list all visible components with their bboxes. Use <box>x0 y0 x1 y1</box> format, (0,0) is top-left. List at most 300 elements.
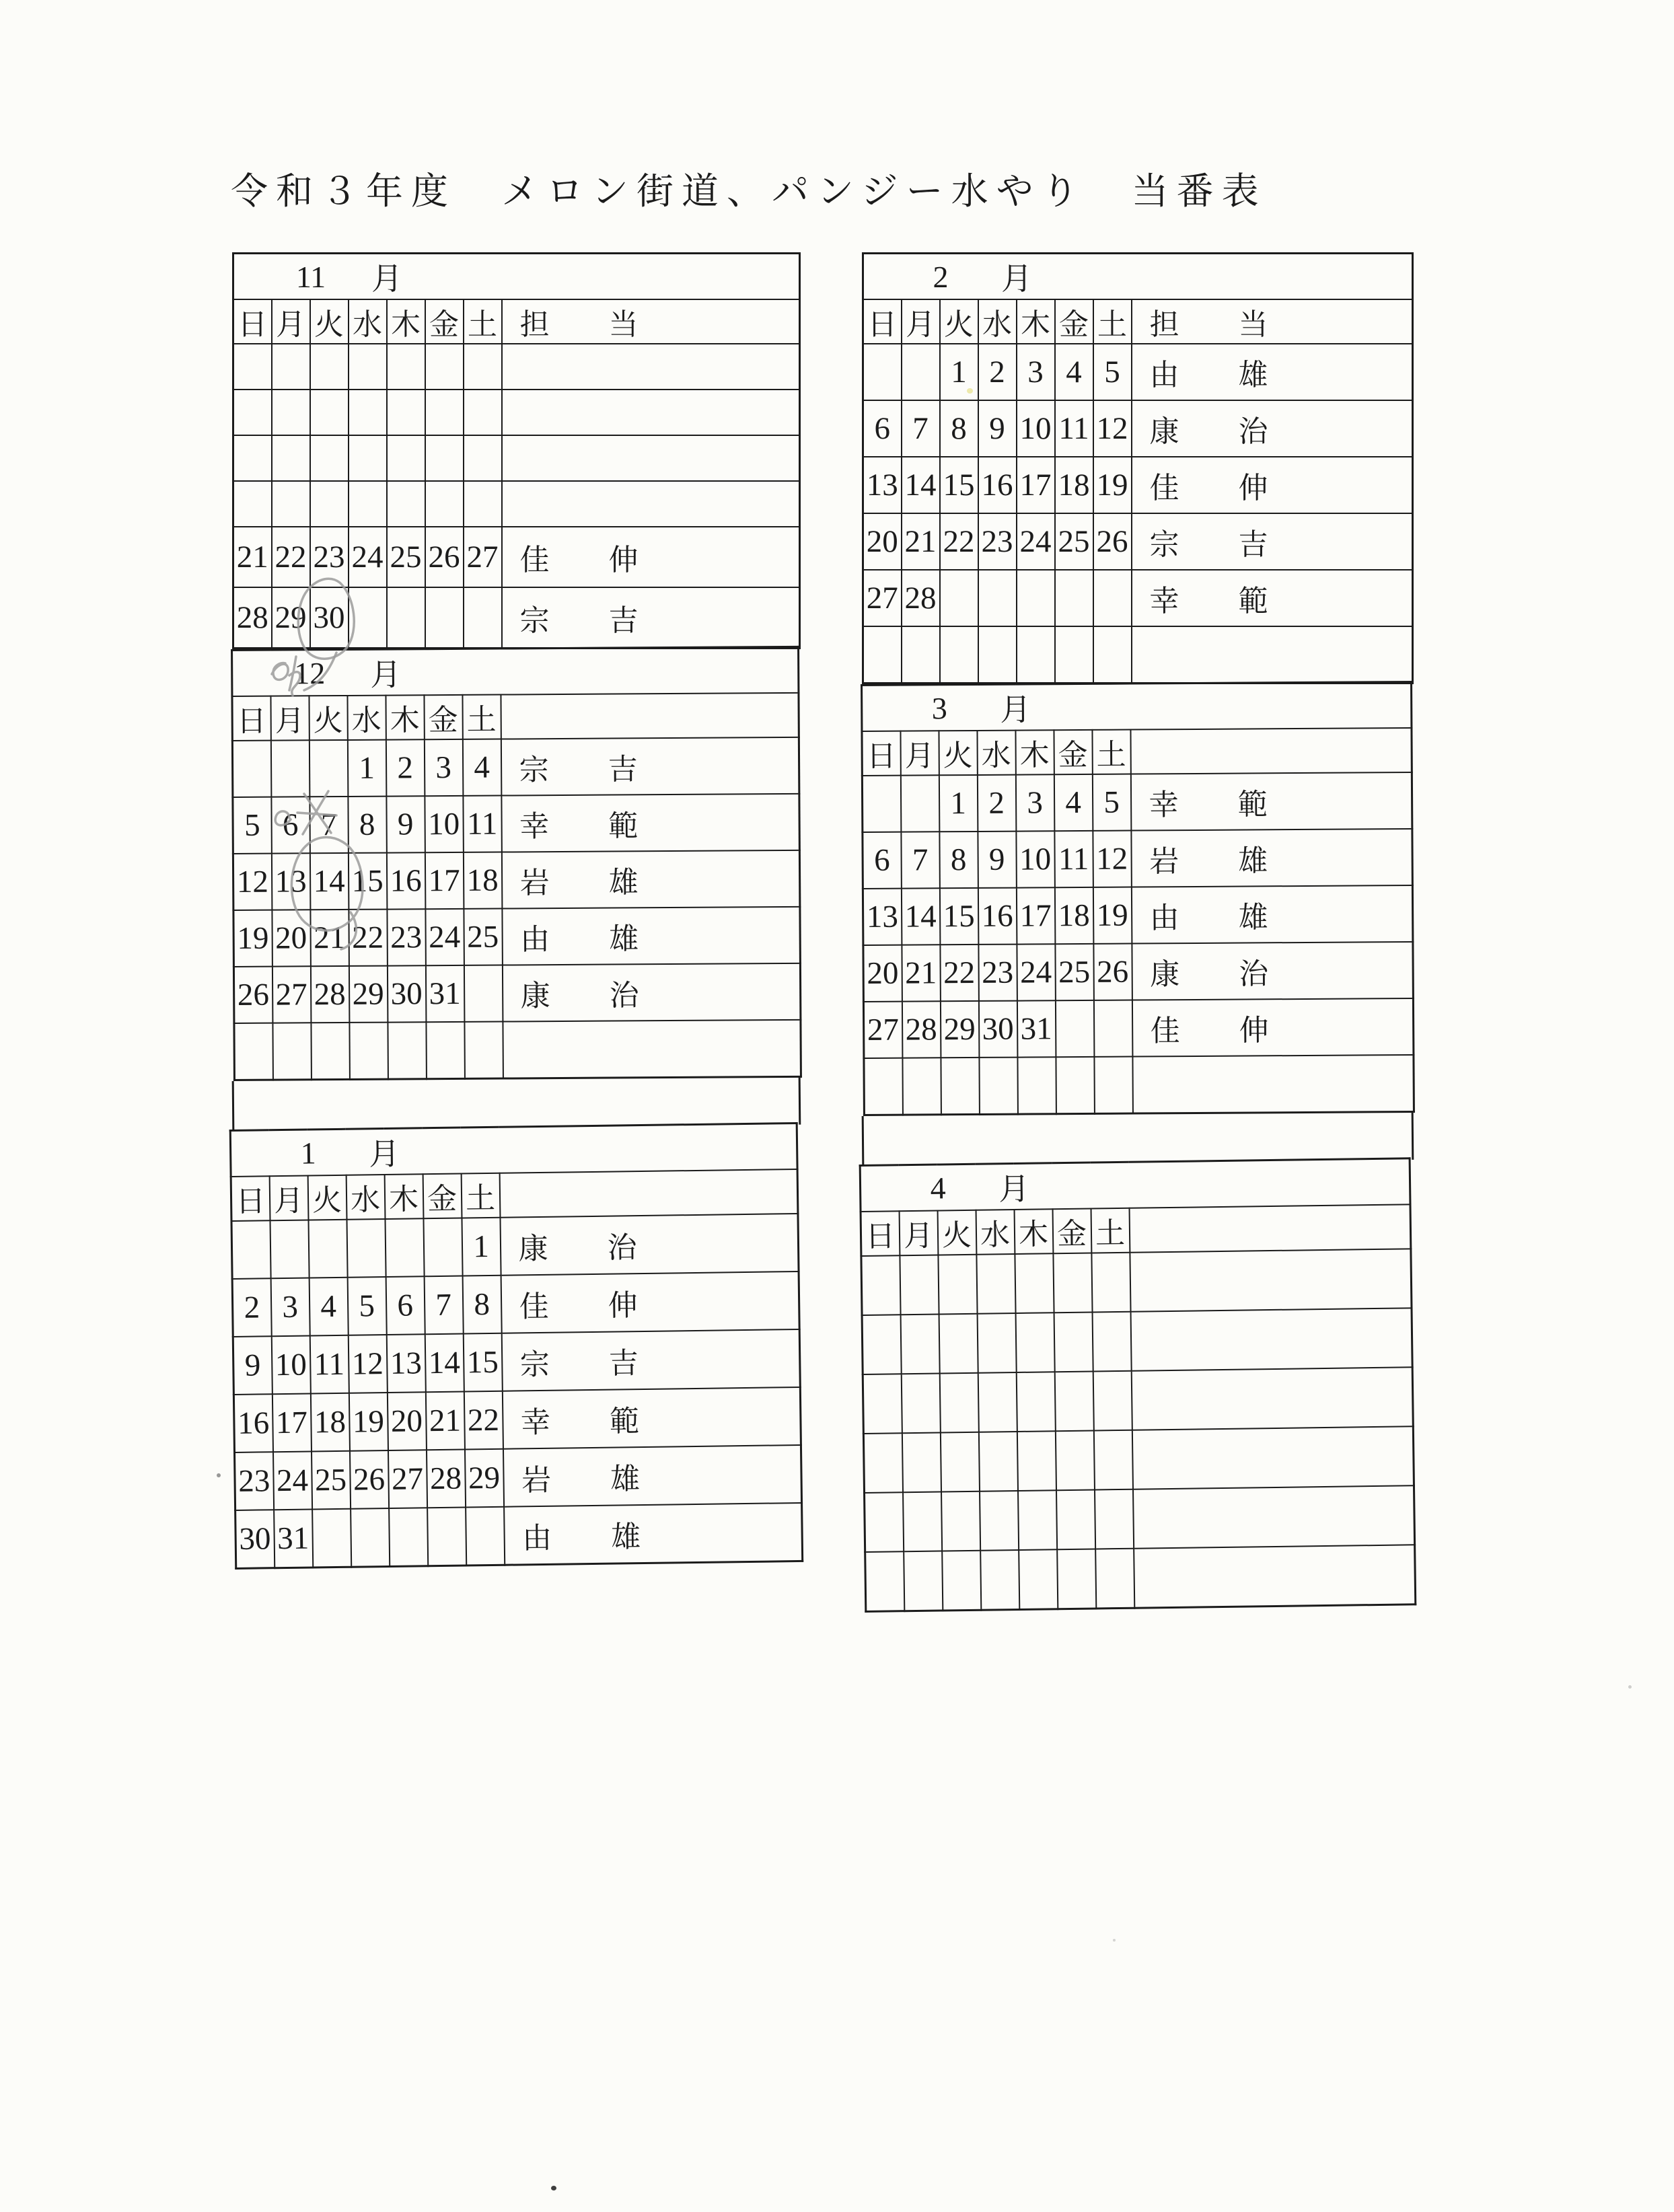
day-cell: 1 <box>939 775 978 832</box>
month-suffix: 月 <box>368 1136 400 1172</box>
duty-name-cell: 宗吉 <box>501 737 799 796</box>
week-row <box>863 1367 1413 1434</box>
day-cell: 26 <box>1093 513 1132 570</box>
weekday-header-cell: 水 <box>346 1175 385 1220</box>
week-row <box>231 1214 799 1279</box>
day-cell <box>976 1254 1015 1314</box>
week-row <box>863 1426 1414 1493</box>
day-cell: 3 <box>1017 344 1055 400</box>
weekday-header-cell: 月 <box>902 299 940 344</box>
week-row <box>233 1387 801 1452</box>
day-cell: 23 <box>387 909 426 965</box>
day-cell <box>941 1058 980 1115</box>
weekday-header-cell: 火 <box>937 1210 976 1255</box>
day-cell: 2 <box>977 775 1016 832</box>
weekday-header-cell: 水 <box>349 299 387 344</box>
duty-name-cell <box>1132 1426 1414 1489</box>
day-cell <box>425 435 464 481</box>
day-cell <box>385 1218 424 1277</box>
day-cell: 20 <box>272 910 311 966</box>
day-cell: 15 <box>463 1333 502 1392</box>
day-cell: 1 <box>462 1218 501 1276</box>
duty-name-cell: 康治 <box>1132 400 1413 457</box>
day-cell <box>1056 1489 1095 1549</box>
day-cell: 21 <box>425 1391 464 1450</box>
day-cell <box>232 741 271 797</box>
day-cell <box>1094 1489 1133 1549</box>
paper-speck <box>217 1473 221 1477</box>
day-cell: 28 <box>310 966 349 1023</box>
day-cell <box>1019 1549 1058 1609</box>
day-cell <box>901 1373 940 1433</box>
weekday-header-cell: 土 <box>464 299 502 344</box>
duty-header-cell: 担当 <box>502 299 800 344</box>
day-cell <box>347 1219 386 1278</box>
month-suffix: 月 <box>998 1171 1030 1207</box>
weekday-header-cell: 木 <box>387 299 425 344</box>
weekday-header-row <box>861 1204 1411 1256</box>
month-number: 12 <box>294 655 326 690</box>
day-cell <box>863 344 902 400</box>
day-cell: 28 <box>233 587 272 649</box>
day-cell <box>900 1255 939 1315</box>
week-row <box>861 1249 1412 1315</box>
day-cell <box>349 390 387 435</box>
day-cell: 27 <box>863 570 902 626</box>
day-cell: 29 <box>349 966 388 1023</box>
day-cell: 16 <box>978 888 1017 945</box>
day-cell <box>1015 1313 1054 1372</box>
day-cell: 13 <box>386 1334 425 1393</box>
day-cell: 10 <box>271 1335 310 1394</box>
weekday-header-cell: 火 <box>939 731 977 775</box>
day-cell <box>423 1218 462 1277</box>
day-cell <box>426 1022 465 1079</box>
day-cell: 5 <box>1092 774 1131 831</box>
day-cell: 27 <box>863 1002 902 1058</box>
day-cell <box>387 435 425 481</box>
day-cell: 7 <box>902 400 940 457</box>
day-cell <box>1053 1253 1092 1313</box>
day-cell: 8 <box>940 400 978 457</box>
week-row <box>233 344 800 390</box>
week-row <box>233 481 800 527</box>
day-cell <box>310 390 349 435</box>
day-cell: 24 <box>1017 513 1055 570</box>
day-cell: 31 <box>274 1509 313 1568</box>
day-cell <box>939 1373 978 1433</box>
month-table-12 <box>231 646 802 1081</box>
week-row <box>863 626 1413 684</box>
day-cell: 25 <box>387 527 425 587</box>
day-cell <box>387 390 425 435</box>
day-cell <box>1015 1253 1054 1313</box>
month-number: 2 <box>933 259 949 294</box>
day-cell: 7 <box>310 797 349 853</box>
day-cell: 8 <box>348 797 387 853</box>
duty-name-cell: 佳伸 <box>1132 457 1413 513</box>
weekday-header-cell: 水 <box>976 1210 1015 1255</box>
week-row <box>234 1020 801 1080</box>
duty-header-cell: 担当 <box>1132 299 1413 344</box>
day-cell <box>464 390 502 435</box>
weekday-header-cell: 土 <box>1091 1208 1130 1253</box>
day-cell: 10 <box>1016 831 1055 887</box>
month-title-row <box>863 254 1413 300</box>
paper-speck <box>1628 1685 1632 1689</box>
weekday-header-cell: 土 <box>461 1173 500 1218</box>
day-cell: 25 <box>1055 513 1093 570</box>
day-cell: 21 <box>310 910 349 966</box>
day-cell: 26 <box>425 527 464 587</box>
paper-speck <box>1113 1939 1116 1942</box>
day-cell <box>388 1022 427 1079</box>
duty-name-cell: 岩雄 <box>1131 829 1413 887</box>
day-cell <box>464 481 502 527</box>
day-cell: 24 <box>349 527 387 587</box>
day-cell <box>464 965 503 1022</box>
day-cell <box>863 626 902 684</box>
day-cell <box>904 1551 943 1611</box>
day-cell <box>272 435 310 481</box>
day-cell: 9 <box>386 796 425 852</box>
week-row <box>865 1485 1415 1552</box>
day-cell <box>349 435 387 481</box>
duty-name-cell <box>1131 1367 1413 1430</box>
day-cell <box>979 1058 1018 1115</box>
day-cell <box>312 1509 351 1568</box>
week-row <box>233 963 800 1023</box>
day-cell: 11 <box>1055 400 1093 457</box>
day-cell: 26 <box>349 1450 388 1509</box>
duty-header-cell <box>501 693 799 739</box>
day-cell: 26 <box>233 967 272 1023</box>
day-cell <box>940 626 978 684</box>
day-cell: 6 <box>386 1276 425 1335</box>
day-cell <box>311 1023 350 1080</box>
day-cell: 30 <box>310 587 349 649</box>
duty-name-cell: 幸範 <box>501 794 800 852</box>
weekday-header-cell: 木 <box>1014 1209 1053 1254</box>
weekday-header-cell: 日 <box>862 731 900 776</box>
month-table-2 <box>862 252 1414 684</box>
month-suffix: 月 <box>1000 692 1031 727</box>
day-cell <box>272 390 310 435</box>
day-cell <box>387 587 425 649</box>
week-row <box>233 435 800 481</box>
day-cell: 16 <box>978 457 1017 513</box>
day-cell <box>464 1022 503 1079</box>
week-row <box>233 390 800 435</box>
weekday-header-cell: 日 <box>232 696 270 741</box>
week-row <box>862 1308 1412 1374</box>
calendar-column-right <box>862 252 1414 1613</box>
day-cell: 31 <box>425 965 464 1022</box>
duty-name-cell <box>502 481 800 527</box>
weekday-header-cell: 木 <box>386 695 424 739</box>
weekday-header-cell: 日 <box>861 1211 900 1256</box>
day-cell: 9 <box>978 400 1017 457</box>
duty-name-cell <box>1130 1249 1412 1311</box>
day-cell <box>1017 1431 1056 1491</box>
weekday-header-cell: 日 <box>231 1176 270 1221</box>
day-cell: 2 <box>978 344 1017 400</box>
day-cell: 21 <box>233 527 272 587</box>
day-cell: 1 <box>347 740 386 797</box>
duty-name-cell: 宗吉 <box>1132 513 1413 570</box>
duty-name-cell <box>1134 1545 1416 1608</box>
day-cell <box>464 435 502 481</box>
day-cell <box>941 1491 980 1551</box>
day-cell <box>900 1314 939 1374</box>
weekday-header-cell: 木 <box>1017 299 1055 344</box>
day-cell <box>349 344 387 390</box>
day-cell: 22 <box>464 1391 503 1450</box>
day-cell: 3 <box>424 739 463 796</box>
day-cell: 21 <box>902 945 941 1001</box>
day-cell: 30 <box>387 965 426 1022</box>
weekday-header-cell: 火 <box>940 299 978 344</box>
week-row <box>862 772 1412 832</box>
day-cell: 20 <box>387 1392 426 1450</box>
day-cell: 10 <box>1017 400 1055 457</box>
weekday-header-row <box>231 1169 798 1221</box>
duty-name-cell: 康治 <box>500 1214 799 1276</box>
week-row <box>232 1271 799 1337</box>
calendar-column-left <box>232 252 801 1570</box>
weekday-header-cell: 土 <box>1092 730 1130 774</box>
weekday-header-cell: 金 <box>1054 730 1092 774</box>
day-cell: 4 <box>1054 774 1093 831</box>
weekday-header-cell: 月 <box>270 696 309 740</box>
day-cell: 27 <box>464 527 502 587</box>
day-cell <box>1092 1312 1131 1372</box>
day-cell <box>1095 1549 1134 1609</box>
day-cell <box>1054 1313 1093 1372</box>
day-cell: 6 <box>863 400 902 457</box>
day-cell <box>1056 1057 1095 1114</box>
week-row <box>233 587 800 649</box>
weekday-header-cell: 金 <box>423 1174 462 1219</box>
month-title-row <box>230 1123 797 1177</box>
weekday-header-row <box>862 728 1412 776</box>
day-cell: 19 <box>1093 887 1132 944</box>
day-cell: 11 <box>310 1335 349 1394</box>
month-number: 1 <box>300 1135 317 1171</box>
paper-speck <box>967 388 973 394</box>
month-title-row <box>233 254 800 300</box>
day-cell: 25 <box>311 1451 350 1510</box>
duty-header-cell <box>1129 1204 1411 1252</box>
weekday-header-cell: 月 <box>269 1176 308 1221</box>
duty-name-cell <box>1132 626 1413 684</box>
month-table-1 <box>229 1122 803 1570</box>
day-cell: 12 <box>348 1335 387 1393</box>
day-cell: 14 <box>902 457 940 513</box>
day-cell: 17 <box>425 852 464 909</box>
duty-name-cell: 佳伸 <box>1132 998 1414 1057</box>
week-row <box>863 513 1413 570</box>
weekday-header-cell: 月 <box>272 299 310 344</box>
week-row <box>863 457 1413 513</box>
duty-header-cell <box>499 1169 798 1218</box>
paper-speck <box>551 2186 556 2190</box>
day-cell: 25 <box>464 909 503 965</box>
day-cell: 14 <box>901 888 940 945</box>
day-cell: 12 <box>233 854 272 910</box>
day-cell <box>1091 1253 1130 1313</box>
day-cell <box>865 1492 904 1552</box>
day-cell: 18 <box>1054 887 1093 944</box>
day-cell <box>427 1507 466 1565</box>
day-cell: 5 <box>1093 344 1132 400</box>
day-cell: 18 <box>463 852 502 909</box>
day-cell: 27 <box>388 1450 427 1508</box>
day-cell: 8 <box>939 832 978 888</box>
day-cell: 29 <box>464 1449 503 1508</box>
weekday-header-row <box>233 299 800 344</box>
day-cell: 18 <box>1055 457 1093 513</box>
month-table-4 <box>859 1157 1417 1613</box>
month-suffix: 月 <box>370 657 402 692</box>
day-cell <box>978 1372 1017 1432</box>
day-cell <box>978 626 1017 684</box>
day-cell <box>938 1255 977 1315</box>
day-cell <box>270 1220 309 1279</box>
day-cell: 18 <box>310 1393 349 1452</box>
day-cell: 28 <box>902 1001 941 1058</box>
duty-name-cell: 幸範 <box>1132 570 1413 626</box>
duty-name-cell: 岩雄 <box>501 850 800 909</box>
day-cell <box>389 1508 428 1566</box>
weekday-header-cell: 火 <box>307 1175 347 1220</box>
weekday-header-cell: 木 <box>1015 730 1054 774</box>
day-cell <box>425 481 464 527</box>
weekday-header-cell: 土 <box>1093 299 1132 344</box>
day-cell <box>310 435 349 481</box>
day-cell <box>1016 1372 1055 1432</box>
day-cell <box>1017 570 1055 626</box>
duty-name-cell: 由雄 <box>504 1503 803 1565</box>
day-cell: 17 <box>1016 887 1055 944</box>
duty-name-cell <box>503 1020 801 1078</box>
weekday-header-cell: 火 <box>309 696 347 740</box>
day-cell: 23 <box>978 513 1017 570</box>
week-row <box>863 829 1412 889</box>
duty-name-cell: 由雄 <box>502 907 801 965</box>
day-cell: 8 <box>462 1276 501 1334</box>
duty-name-cell: 宗吉 <box>502 587 800 649</box>
weekday-header-row <box>232 693 799 741</box>
day-cell: 24 <box>1017 944 1056 1000</box>
duty-name-cell: 宗吉 <box>501 1329 800 1391</box>
day-cell: 19 <box>1093 457 1132 513</box>
weekday-header-cell: 木 <box>384 1174 423 1219</box>
day-cell: 19 <box>233 910 272 967</box>
day-cell <box>310 344 349 390</box>
day-cell <box>233 390 272 435</box>
week-row <box>864 1055 1414 1115</box>
day-cell: 4 <box>309 1278 348 1336</box>
day-cell <box>977 1313 1016 1373</box>
duty-name-cell: 佳伸 <box>502 527 800 587</box>
day-cell <box>864 1058 903 1115</box>
duty-name-cell: 由雄 <box>1132 344 1413 400</box>
day-cell <box>464 587 502 649</box>
day-cell <box>942 1551 981 1611</box>
day-cell <box>862 1315 901 1374</box>
day-cell: 3 <box>1015 774 1054 831</box>
day-cell <box>1055 1430 1094 1490</box>
day-cell <box>1017 626 1055 684</box>
day-cell: 14 <box>425 1334 464 1393</box>
day-cell <box>233 344 272 390</box>
day-cell <box>310 481 349 527</box>
day-cell: 4 <box>462 739 501 796</box>
day-cell: 22 <box>940 513 978 570</box>
weekday-header-cell: 月 <box>900 731 939 775</box>
day-cell: 11 <box>463 796 502 852</box>
weekday-header-cell: 金 <box>424 695 462 739</box>
day-cell <box>940 570 978 626</box>
day-cell <box>939 1314 978 1374</box>
day-cell <box>980 1550 1019 1610</box>
day-cell: 2 <box>386 739 425 796</box>
weekday-header-cell: 日 <box>863 299 902 344</box>
duty-name-cell: 康治 <box>502 963 801 1022</box>
day-cell: 6 <box>863 832 902 889</box>
duty-name-cell: 幸範 <box>502 1387 801 1449</box>
weekday-header-cell: 月 <box>899 1211 938 1256</box>
day-cell: 27 <box>272 966 311 1023</box>
day-cell <box>903 1491 942 1551</box>
week-row <box>865 1545 1416 1611</box>
day-cell <box>902 344 940 400</box>
day-cell: 3 <box>270 1278 310 1336</box>
day-cell <box>387 481 425 527</box>
weekday-header-cell: 日 <box>233 299 272 344</box>
day-cell: 30 <box>235 1510 275 1568</box>
day-cell <box>1057 1549 1096 1609</box>
day-cell: 25 <box>1055 944 1094 1000</box>
day-cell <box>1093 626 1132 684</box>
day-cell <box>233 481 272 527</box>
table-separator-band <box>862 1111 1414 1165</box>
day-cell: 23 <box>235 1452 274 1510</box>
day-cell <box>272 481 310 527</box>
day-cell <box>902 1058 941 1115</box>
day-cell: 19 <box>349 1393 388 1451</box>
week-row <box>863 998 1413 1058</box>
day-cell: 23 <box>978 945 1017 1001</box>
day-cell <box>231 1220 270 1279</box>
day-cell: 15 <box>940 457 978 513</box>
weekday-header-cell: 土 <box>462 695 501 739</box>
day-cell <box>1093 1371 1132 1431</box>
week-row <box>233 850 799 910</box>
page-title: 令和３年度 メロン街道、パンジー水やり 当番表 <box>231 171 1267 212</box>
day-cell <box>234 1023 273 1080</box>
day-cell <box>349 587 387 649</box>
weekday-header-cell: 金 <box>1052 1209 1091 1254</box>
duty-name-cell <box>502 435 800 481</box>
day-cell: 29 <box>272 587 310 649</box>
day-cell <box>863 1374 902 1434</box>
week-row <box>863 942 1413 1002</box>
day-cell: 17 <box>1017 457 1055 513</box>
day-cell <box>425 390 464 435</box>
day-cell <box>1018 1490 1057 1550</box>
